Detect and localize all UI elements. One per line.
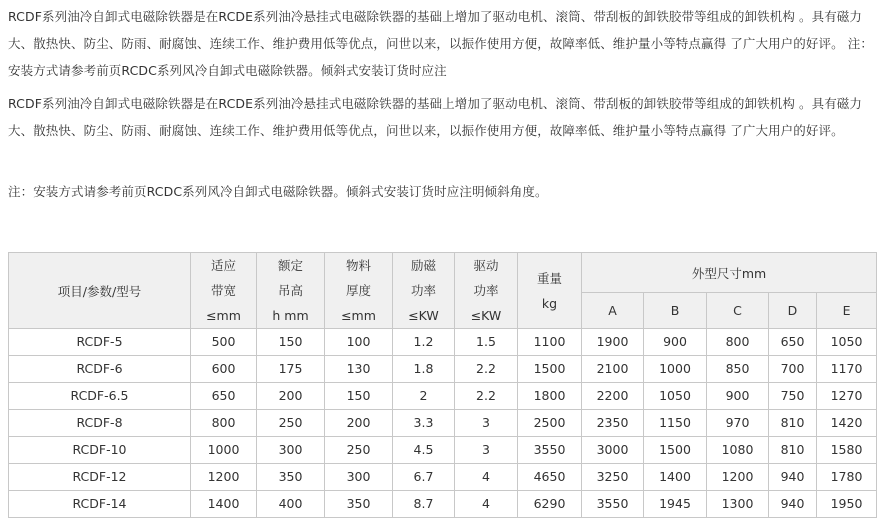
model-cell: RCDF-5	[9, 329, 191, 356]
table-cell: 1270	[817, 383, 877, 410]
table-cell: 1080	[707, 437, 769, 464]
header-dimensions: 外型尺寸mm	[582, 253, 877, 293]
header-dim-b: B	[644, 293, 707, 329]
header-material-thickness: 物料 厚度 ≤mm	[325, 253, 393, 329]
header-weight: 重量 kg	[518, 253, 582, 329]
model-cell: RCDF-14	[9, 491, 191, 518]
table-cell: 150	[257, 329, 325, 356]
table-cell: 175	[257, 356, 325, 383]
table-cell: 6.7	[393, 464, 455, 491]
table-cell: 750	[769, 383, 817, 410]
table-cell: 3	[455, 437, 518, 464]
table-cell: 800	[707, 329, 769, 356]
table-cell: 250	[257, 410, 325, 437]
table-cell: 2	[393, 383, 455, 410]
table-cell: 970	[707, 410, 769, 437]
model-cell: RCDF-6	[9, 356, 191, 383]
table-cell: 1000	[191, 437, 257, 464]
header-belt-width: 适应 带宽 ≤mm	[191, 253, 257, 329]
table-cell: 6290	[518, 491, 582, 518]
table-cell: 940	[769, 464, 817, 491]
table-cell: 1580	[817, 437, 877, 464]
table-cell: 940	[769, 491, 817, 518]
table-cell: 810	[769, 410, 817, 437]
table-row	[9, 329, 877, 356]
table-cell: 1.5	[455, 329, 518, 356]
table-cell: 650	[191, 383, 257, 410]
table-row	[9, 437, 877, 464]
table-cell: 350	[325, 491, 393, 518]
table-cell: 650	[769, 329, 817, 356]
table-cell: 1050	[644, 383, 707, 410]
table-cell: 3	[455, 410, 518, 437]
table-cell: 1945	[644, 491, 707, 518]
table-cell: 130	[325, 356, 393, 383]
table-row	[9, 356, 877, 383]
table-cell: 4.5	[393, 437, 455, 464]
table-cell: 3000	[582, 437, 644, 464]
table-cell: 900	[707, 383, 769, 410]
table-cell: 1050	[817, 329, 877, 356]
table-cell: 1800	[518, 383, 582, 410]
table-cell: 500	[191, 329, 257, 356]
header-excitation-power: 励磁 功率 ≤KW	[393, 253, 455, 329]
table-cell: 3250	[582, 464, 644, 491]
table-row	[9, 464, 877, 491]
table-cell: 2.2	[455, 383, 518, 410]
header-dim-a: A	[582, 293, 644, 329]
table-cell: 1900	[582, 329, 644, 356]
table-cell: 1500	[644, 437, 707, 464]
table-cell: 2200	[582, 383, 644, 410]
table-cell: 700	[769, 356, 817, 383]
table-cell: 250	[325, 437, 393, 464]
table-cell: 1300	[707, 491, 769, 518]
header-dim-c: C	[707, 293, 769, 329]
table-cell: 1420	[817, 410, 877, 437]
table-cell: 4	[455, 464, 518, 491]
table-cell: 1000	[644, 356, 707, 383]
table-cell: 600	[191, 356, 257, 383]
table-cell: 100	[325, 329, 393, 356]
header-drive-power: 驱动 功率 ≤KW	[455, 253, 518, 329]
table-cell: 3550	[582, 491, 644, 518]
table-cell: 200	[325, 410, 393, 437]
model-cell: RCDF-6.5	[9, 383, 191, 410]
table-cell: 2100	[582, 356, 644, 383]
table-cell: 1400	[191, 491, 257, 518]
table-cell: 1150	[644, 410, 707, 437]
table-cell: 4650	[518, 464, 582, 491]
table-cell: 3.3	[393, 410, 455, 437]
table-cell: 1780	[817, 464, 877, 491]
table-cell: 900	[644, 329, 707, 356]
table-row	[9, 410, 877, 437]
table-row	[9, 491, 877, 518]
table-cell: 300	[257, 437, 325, 464]
table-cell: 1170	[817, 356, 877, 383]
header-dim-d: D	[769, 293, 817, 329]
table-cell: 1.8	[393, 356, 455, 383]
table-cell: 800	[191, 410, 257, 437]
table-cell: 400	[257, 491, 325, 518]
table-cell: 300	[325, 464, 393, 491]
spec-table	[8, 252, 877, 518]
table-cell: 850	[707, 356, 769, 383]
table-cell: 8.7	[393, 491, 455, 518]
table-cell: 2350	[582, 410, 644, 437]
table-cell: 200	[257, 383, 325, 410]
table-cell: 1950	[817, 491, 877, 518]
table-cell: 1200	[191, 464, 257, 491]
intro-paragraph: RCDF系列油冷自卸式电磁除铁器是在RCDE系列油冷悬挂式电磁除铁器的基础上增加了驱动电机、滚筒、带刮板的卸铁胶带等组成的卸铁机构 。具有磁力大、散热快、防尘、防雨、耐腐蚀、连续工作、维护费用低等优点，问世以来，以振作使用方便，故障率低、维护量小等特点赢得 了广大用户的好评。 注：安装方式请参考前页RCDC系列风冷自卸式电磁除铁器。倾斜式安装订货时应注	[8, 9, 873, 78]
table-cell: 150	[325, 383, 393, 410]
table-cell: 4	[455, 491, 518, 518]
table-cell: 2500	[518, 410, 582, 437]
header-dim-e: E	[817, 293, 877, 329]
model-cell: RCDF-12	[9, 464, 191, 491]
table-cell: 1200	[707, 464, 769, 491]
model-cell: RCDF-10	[9, 437, 191, 464]
table-cell: 1.2	[393, 329, 455, 356]
installation-note: 注：安装方式请参考前页RCDC系列风冷自卸式电磁除铁器。倾斜式安装订货时应注明倾斜角度。	[8, 184, 548, 199]
table-row	[9, 383, 877, 410]
header-lift-height: 额定 吊高 h mm	[257, 253, 325, 329]
description-paragraph: RCDF系列油冷自卸式电磁除铁器是在RCDE系列油冷悬挂式电磁除铁器的基础上增加了驱动电机、滚筒、带刮板的卸铁胶带等组成的卸铁机构 。具有磁力大、散热快、防尘、防雨、耐腐蚀、连续工作、维护费用低等优点，问世以来，以振作使用方便，故障率低、维护量小等特点赢得 了广大用户的好评。	[8, 96, 862, 138]
table-cell: 1500	[518, 356, 582, 383]
header-item: 项目/参数/型号	[9, 253, 191, 329]
spec-table-body	[9, 329, 877, 518]
table-cell: 1400	[644, 464, 707, 491]
table-cell: 3550	[518, 437, 582, 464]
model-cell: RCDF-8	[9, 410, 191, 437]
table-cell: 810	[769, 437, 817, 464]
table-cell: 2.2	[455, 356, 518, 383]
table-cell: 350	[257, 464, 325, 491]
table-cell: 1100	[518, 329, 582, 356]
